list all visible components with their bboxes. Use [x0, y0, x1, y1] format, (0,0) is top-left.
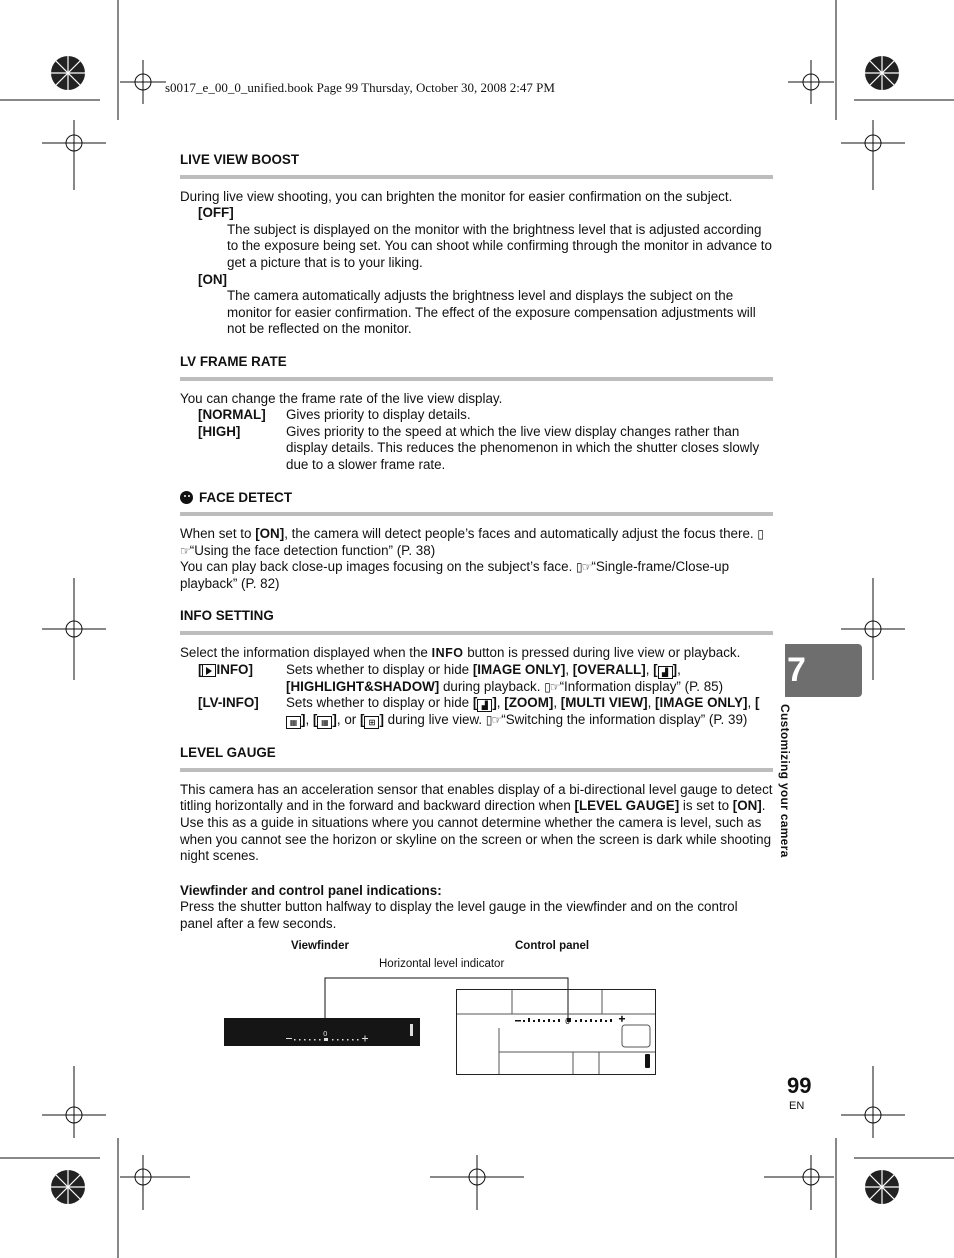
reference-icon: ▯☞	[576, 560, 592, 575]
page-reference: “Switching the information display” (P. 39)	[501, 712, 748, 728]
text: When set to	[180, 526, 256, 542]
bold-text: [HIGHLIGHT&SHADOW]	[286, 678, 440, 694]
option-text-high: Gives priority to the speed at which the live view display changes rather than display details. This reduces the phenomenon in which the shutter closes slowly due to a slower frame rate.	[286, 423, 760, 472]
info-button-word: INFO	[431, 646, 464, 661]
option-label-normal: [NORMAL]	[198, 407, 266, 423]
bold-text: [MULTI VIEW]	[560, 695, 648, 711]
section-title-text: FACE DETECT	[199, 489, 292, 505]
text: during live view.	[383, 712, 486, 728]
section-intro: During live view shooting, you can brighten the monitor for easier confirmation on the subject.	[180, 188, 733, 204]
reference-icon: ▯☞	[544, 679, 560, 694]
bold-text: [ON]	[732, 798, 762, 814]
bold-text: [ON]	[255, 526, 285, 542]
bold-text: [OVERALL]	[572, 661, 646, 677]
text: Sets whether to display or hide	[286, 695, 473, 711]
histogram-icon: ▟	[477, 699, 492, 712]
text: button is pressed during live view or playback.	[463, 645, 741, 661]
option-label-lv-info: [LV-INFO]	[198, 695, 259, 711]
chapter-side-title: Customizing your camera	[778, 704, 792, 858]
viewfinder-label: Viewfinder	[291, 940, 349, 952]
text: Select the information displayed when the	[180, 645, 432, 661]
page-reference: “Information display” (P. 85)	[559, 678, 724, 694]
reference-icon: ▯☞	[485, 713, 502, 728]
control-panel-level-gauge	[457, 990, 655, 1074]
zero-mark: 0	[565, 1017, 571, 1026]
reference-icon: ▯☞	[180, 527, 763, 558]
option-label-playback-info: [ INFO]	[198, 661, 253, 677]
text: or	[344, 712, 357, 728]
text: Sets whether to display or hide	[286, 661, 473, 677]
print-header: s0017_e_00_0_unified.book Page 99 Thursday, October 30, 2008 2:47 PM	[165, 80, 555, 95]
option-text-playback-info: Sets whether to display or hide [IMAGE ONLY], [OVERALL], [ ▟ ], [HIGHLIGHT&SHADOW] during playback. ▯☞“Information display” (P. 85)	[286, 661, 724, 694]
zero-mark: 0	[323, 1030, 328, 1038]
horizontal-level-indicator-label: Horizontal level indicator	[379, 958, 505, 970]
control-panel-label: Control panel	[515, 940, 590, 952]
section-title: INFO SETTING	[180, 608, 274, 624]
section-title: LV FRAME RATE	[180, 353, 287, 369]
section-intro: You can change the frame rate of the live view display.	[180, 390, 503, 406]
option-text-lv-info: Sets whether to display or hide [ ▟ ], [ZOOM], [MULTI VIEW], [IMAGE ONLY], [▦ ], [ ▦ ], or [ ⊞ ] during live view. ▯☞“Switching the information display” (P. 39)	[286, 695, 760, 728]
subheading-text: Press the shutter button halfway to display the level gauge in the viewfinder and on the control panel after a few seconds.	[180, 899, 738, 931]
bold-text: [ZOOM]	[504, 695, 554, 711]
page-number: 99	[787, 1073, 812, 1098]
page-language: EN	[789, 1100, 805, 1112]
page-reference: “Using the face detection function” (P. 38)	[189, 542, 436, 558]
section-title: LEVEL GAUGE	[180, 745, 276, 761]
grid-cross-icon: ⊞	[364, 716, 379, 729]
text: during playback.	[439, 678, 545, 694]
text: ,	[565, 661, 573, 677]
text: You can play back close-up images focusing on the subject’s face.	[180, 559, 577, 575]
option-label-off: [OFF]	[198, 205, 234, 221]
option-text-off: The subject is displayed on the monitor with the brightness level that is adjusted according to the exposure being set. You can shoot while confirming through the monitor in advance to get a picture that is to your liking.	[227, 221, 772, 270]
viewfinder-display	[224, 1018, 420, 1046]
option-label-high: [HIGH]	[198, 423, 241, 439]
grid-thirds-icon: ▦	[317, 716, 332, 729]
grid-fine-icon: ▦	[286, 716, 301, 729]
bold-text: [LEVEL GAUGE]	[574, 798, 680, 814]
chapter-tab: 7	[785, 644, 862, 697]
option-text-on: The camera automatically adjusts the brightness level and displays the subject on the monitor for easier confirmation. The effect of the exposure compensation adjustments will not be reflected on the monitor.	[227, 288, 756, 337]
option-text-normal: Gives priority to display details.	[286, 407, 471, 423]
viewfinder-level-gauge	[224, 1018, 420, 1046]
text: This camera has an acceleration sensor that enables display of a bi-directional level gauge to detect titling horizontally and in the forward and backward direction when	[180, 781, 773, 814]
bold-text: [IMAGE ONLY]	[655, 695, 748, 711]
control-panel-display	[456, 989, 656, 1075]
bold-text: [IMAGE ONLY]	[472, 661, 566, 677]
histogram-icon: ▟	[658, 666, 673, 679]
option-label-on: [ON]	[198, 271, 228, 287]
subheading: Viewfinder and control panel indications:	[180, 882, 442, 898]
text: , the camera will detect people’s faces and automatically adjust the focus there.	[284, 526, 758, 542]
label-text: INFO]	[216, 661, 253, 677]
text: is set to	[679, 798, 733, 814]
section-title: LIVE VIEW BOOST	[180, 152, 300, 167]
page-reference: “Single-frame/Close-up playback” (P. 82)	[180, 559, 730, 591]
text: . Use this as a guide in situations where you cannot determine whether the camera is level, such as when you cannot see the horizon or skyline on the screen or when the screen is dark while shooting night scenes.	[180, 798, 772, 864]
